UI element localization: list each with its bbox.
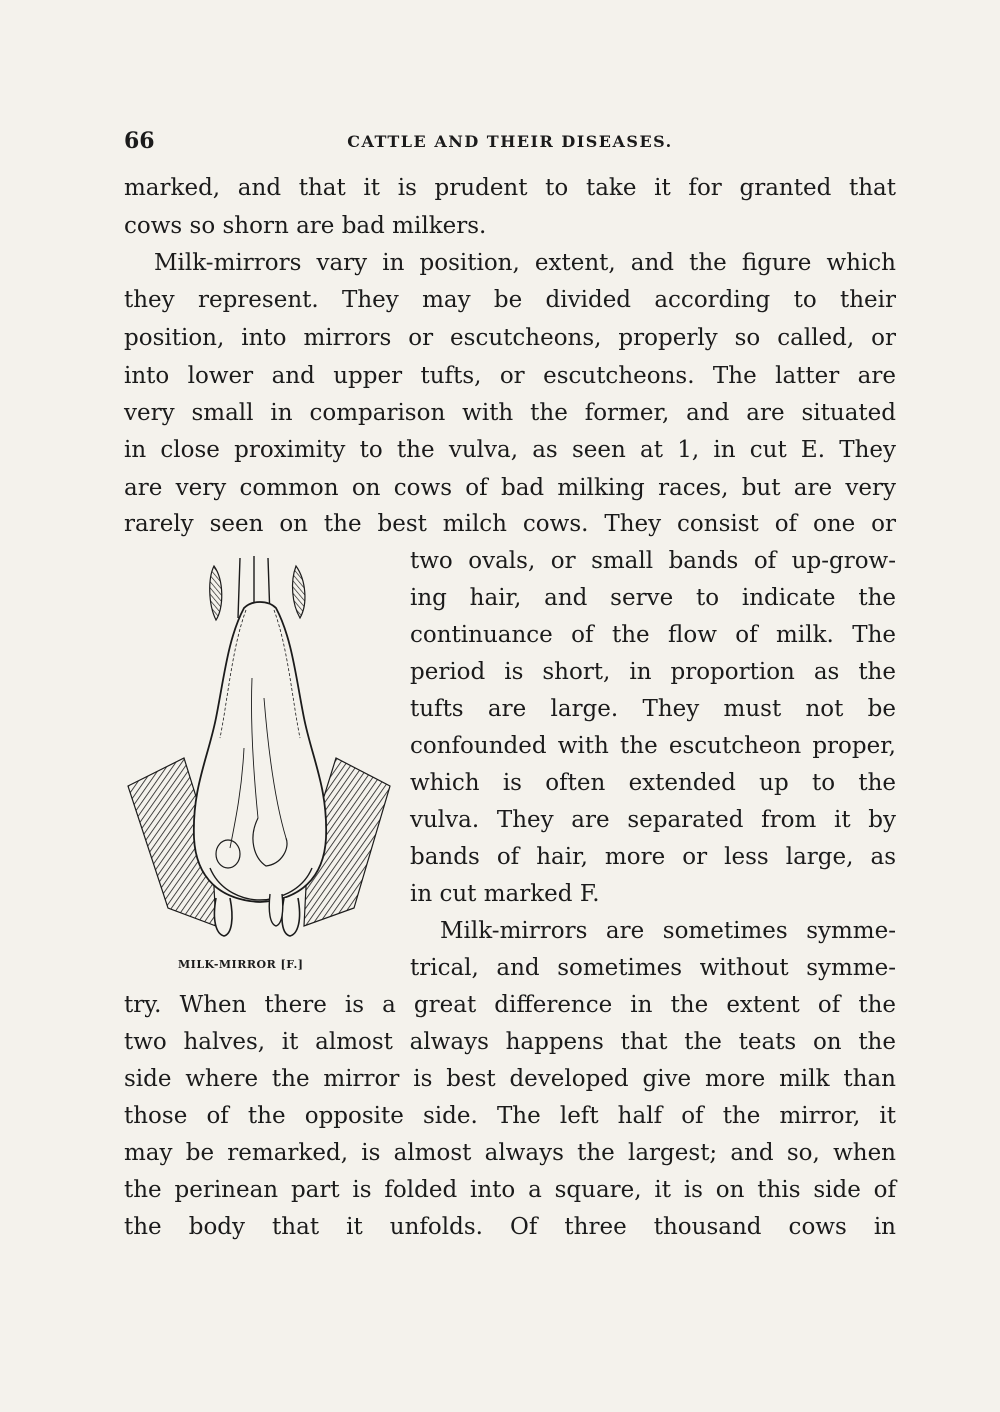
text-line: try. When there is a great difference in the extent of the xyxy=(124,992,896,1018)
text-line: trical, and sometimes without symme- xyxy=(410,955,896,981)
text-line: tufts are large. They must not be xyxy=(410,696,896,722)
text-line: cows so shorn are bad milkers. xyxy=(124,213,487,239)
text-line: Milk-mirrors are sometimes symme- xyxy=(440,918,896,944)
text-line: in cut marked F. xyxy=(410,881,600,907)
text-line: in close proximity to the vulva, as seen at 1, in cut E. They xyxy=(124,437,896,463)
text-line: vulva. They are separated from it by xyxy=(410,807,896,833)
text-line: are very common on cows of bad milking races, but are very xyxy=(124,475,896,501)
text-line: rarely seen on the best milch cows. They consist of one or xyxy=(124,511,896,537)
text-line: very small in comparison with the former, and are situated xyxy=(124,400,896,426)
text-line: which is often extended up to the xyxy=(410,770,896,796)
text-line: continuance of the flow of milk. The xyxy=(410,622,896,648)
text-line: Milk-mirrors vary in position, extent, and the figure which xyxy=(154,250,896,276)
milk-mirror-figure xyxy=(124,548,394,988)
text-line: they represent. They may be divided according to their xyxy=(124,287,896,313)
page-header xyxy=(124,128,896,158)
page-number: 66 xyxy=(124,128,155,154)
figure-caption: MILK-MIRROR [F.] xyxy=(178,958,304,971)
text-line: the body that it unfolds. Of three thousand cows in xyxy=(124,1214,896,1240)
text-line: ing hair, and serve to indicate the xyxy=(410,585,896,611)
text-line: two halves, it almost always happens that the teats on the xyxy=(124,1029,896,1055)
text-line: side where the mirror is best developed give more milk than xyxy=(124,1066,896,1092)
milk-mirror-engraving-icon xyxy=(124,548,394,948)
text-line: position, into mirrors or escutcheons, properly so called, or xyxy=(124,325,896,351)
text-line: the perinean part is folded into a square, it is on this side of xyxy=(124,1177,896,1203)
text-line: into lower and upper tufts, or escutcheons. The latter are xyxy=(124,363,896,389)
text-line: marked, and that it is prudent to take it for granted that xyxy=(124,175,896,201)
text-line: period is short, in proportion as the xyxy=(410,659,896,685)
text-line: bands of hair, more or less large, as xyxy=(410,844,896,870)
text-line: confounded with the escutcheon proper, xyxy=(410,733,896,759)
running-head: CATTLE AND THEIR DISEASES. xyxy=(347,132,673,151)
text-line: may be remarked, is almost always the largest; and so, when xyxy=(124,1140,896,1166)
text-line: two ovals, or small bands of up-grow- xyxy=(410,548,896,574)
text-line: those of the opposite side. The left half of the mirror, it xyxy=(124,1103,896,1129)
